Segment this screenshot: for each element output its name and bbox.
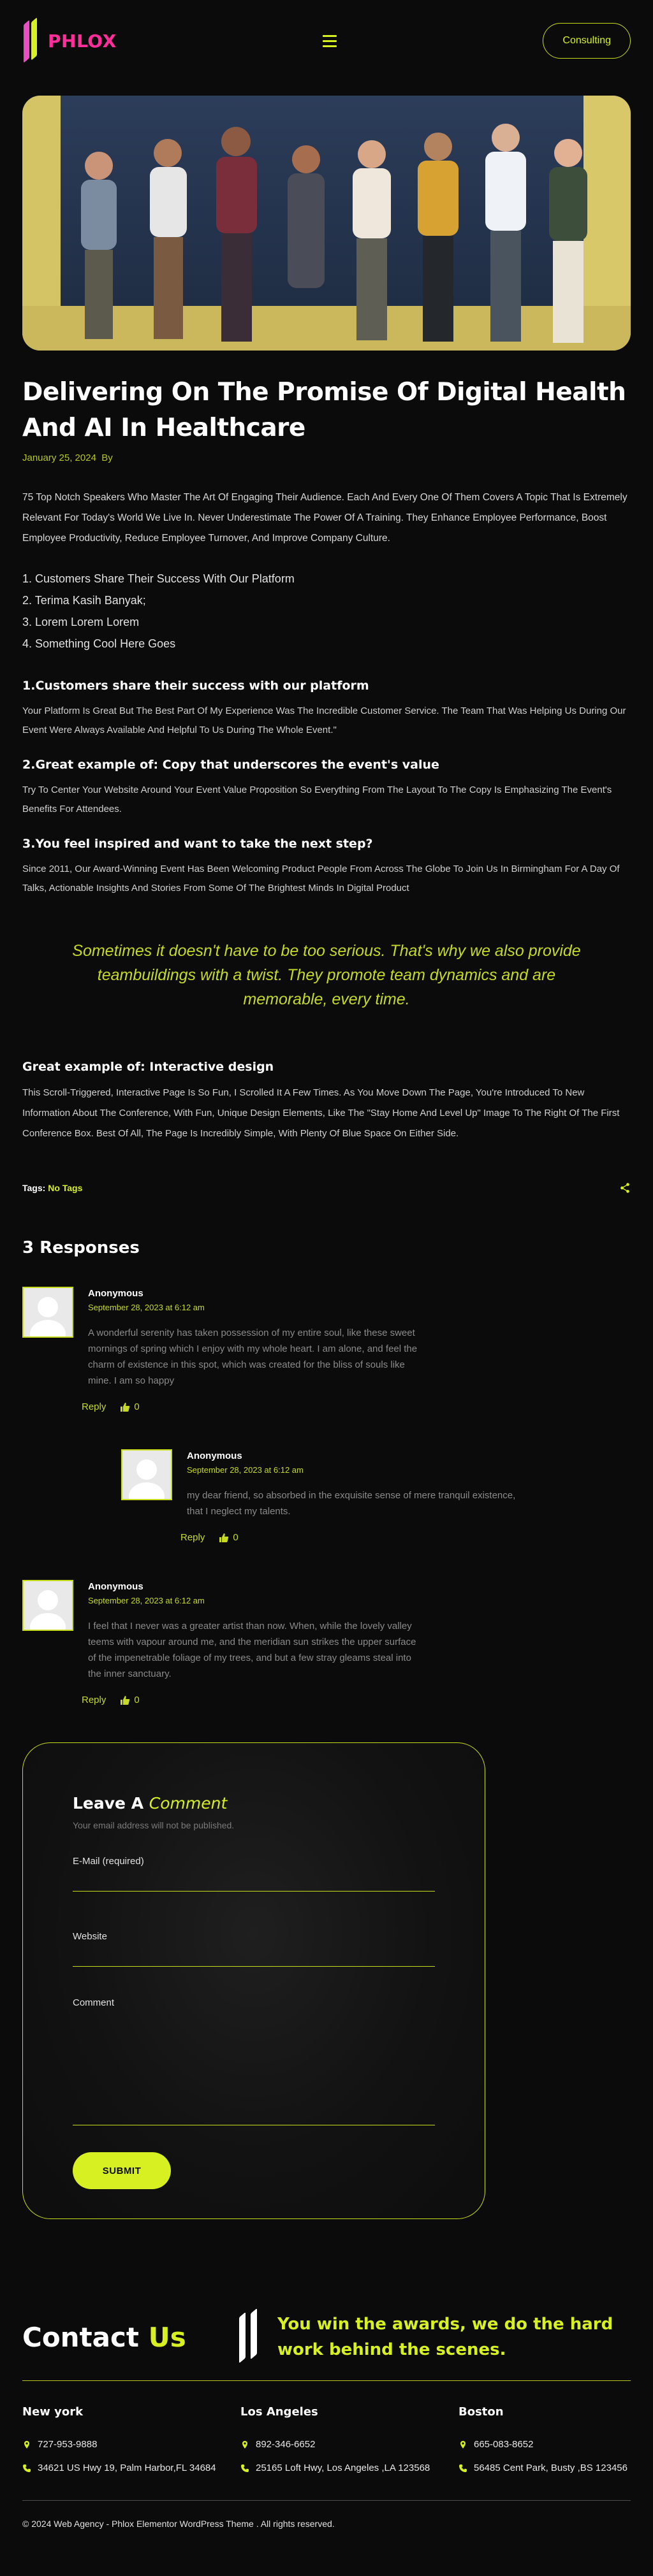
post-list [22,568,631,655]
responses-heading: 3 Responses [22,1238,140,1257]
comment-author: Anonymous [88,1581,143,1592]
city-name: Los Angeles [240,2405,318,2419]
tags-value[interactable]: No Tags [48,1183,83,1193]
user-silhouette-icon [24,1581,72,1630]
tags-row [22,1182,631,1194]
comment [22,1287,631,1412]
reply-button[interactable]: Reply [82,1401,106,1412]
submit-button[interactable]: SUBMIT [73,2152,171,2189]
post-intro: 75 Top Notch Speakers Who Master The Art Of Engaging Their Audience. Each And Every One Of Them Covers A Topic That Is Extremely Relevant For Today's World We Live In. Never Underestimate The Power Of A Training. They Enhance Employee Performance, Boost Employee Productivity, Reduce Employee Turnover, And Improve Company Culture. [22,492,627,544]
form-title-accent: Comment [149,1794,228,1813]
website-field [73,1931,435,1967]
form-subtitle: Your email address will not be published. [73,1820,235,1830]
section-heading: 1.Customers share their success with our platform [22,679,369,693]
office-boston [459,2405,631,2473]
user-silhouette-icon [122,1451,171,1499]
list-item: 4. Something Cool Here Goes [22,637,176,650]
comment-date[interactable]: September 28, 2023 at 6:12 am [88,1303,205,1312]
address-line [459,2463,631,2473]
phone-icon [22,2464,31,2473]
address-line [22,2463,240,2473]
email-field [73,1856,435,1892]
comment-actions [82,1695,420,1705]
map-pin-icon [22,2440,31,2449]
website-input[interactable] [73,1942,435,1953]
interactive-text: This Scroll-Triggered, Interactive Page Is So Fun, I Scrolled It A Few Times. As You Move Down The Page, You're Introduced To New Information About The Conference, With Fun, Unique Design Elements, Like The "Stay Home And Level Up" Image To The Right Of The First Conference Box. Best Of All, The Page Is Incredibly Simple, With Plenty Of Blue Space On Either Side. [22,1087,620,1139]
address-text: 56485 Cent Park, Busty ,BS 123456 [474,2463,627,2473]
post-author-label: By [101,452,113,463]
like-count: 0 [233,1532,238,1543]
comment-field [73,1997,435,2125]
list-item: 2. Terima Kasih Banyak; [22,594,146,607]
phone-number: 892-346-6652 [256,2439,316,2450]
tags-label: Tags: [22,1183,46,1193]
avatar [121,1449,172,1500]
team-photo-illustration [22,96,631,351]
section-text: Try To Center Your Website Around Your Event Value Proposition So Everything From The Layout To The Copy Is Emphasizing The Event's Benefits For Attendees. [22,785,612,814]
contact-title [22,2322,235,2353]
logo[interactable] [22,22,117,59]
email-label: E-Mail (required) [73,1856,144,1867]
pull-quote: Sometimes it doesn't have to be too serious. That's why we also provide teambuildings with a twist. They promote team dynamics and are memorable, every time. [72,942,581,1008]
comment-body [180,1449,518,1543]
phone-icon [240,2464,249,2473]
list-item: 3. Lorem Lorem Lorem [22,616,140,628]
form-title [73,1794,435,1813]
comment-body [82,1580,420,1705]
like-button[interactable] [120,1401,139,1412]
comment-text: my dear friend, so absorbed in the exquisite sense of mere tranquil existence, that I neglect my talents. [187,1490,516,1517]
map-pin-icon [240,2440,249,2449]
brand-mark-icon [235,2315,265,2359]
like-count: 0 [134,1695,140,1705]
section-text: Since 2011, Our Award-Winning Event Has Been Welcoming Product People From Across The Globe To Join Us In Birmingham For A Day Of Talks, Actionable Insights And Stories From Some Of The Brightest Minds In Digital Product [22,864,620,894]
address-text: 34621 US Hwy 19, Palm Harbor,FL 34684 [38,2463,216,2473]
avatar [22,1287,73,1338]
office-los-angeles [240,2405,459,2473]
hero-image [22,96,631,351]
phone-number: 727-953-9888 [38,2439,98,2450]
copyright: © 2024 Web Agency - Phlox Elementor WordPress Theme . All rights reserved. [22,2500,631,2529]
comment-textarea[interactable] [73,2013,435,2109]
comment-label: Comment [73,1997,115,2008]
comment-author: Anonymous [88,1288,143,1299]
hamburger-menu-icon[interactable] [323,35,337,47]
consulting-button[interactable]: Consulting [543,23,631,59]
tags [22,1183,82,1193]
comment-text: I feel that I never was a greater artist than now. When, while the lovely valley teems with vapour around me, and the meridian sun strikes the upper surface of the impenetrable foliage of my trees, and but a few stray gleams steal into the inner sanctuary. [88,1621,416,1679]
comment-author: Anonymous [187,1451,242,1461]
phone-line[interactable] [240,2439,459,2450]
tagline: You win the awards, we do the hard work behind the scenes. [277,2315,613,2359]
thumbs-up-icon [219,1533,229,1543]
form-title-plain: Leave A [73,1794,144,1813]
address-text: 25165 Loft Hwy, Los Angeles ,LA 123568 [256,2463,430,2473]
phone-icon [459,2464,467,2473]
avatar [22,1580,73,1631]
contact-title-plain: Contact [22,2321,139,2353]
contact-title-accent: Us [148,2321,186,2353]
comment [22,1580,631,1705]
comment-text: A wonderful serenity has taken possession of my entire soul, like these sweet mornings of spring which I enjoy with my whole heart. I am alone, and feel the charm of existence in this spot, which was created for the bliss of souls like mine. I am so happy [88,1328,418,1386]
like-button[interactable] [120,1695,139,1705]
thumbs-up-icon [120,1695,130,1705]
like-count: 0 [134,1401,140,1412]
comment-body [82,1287,420,1412]
phone-line[interactable] [22,2439,240,2450]
logo-icon [22,22,41,59]
post-date[interactable]: January 25, 2024 [22,452,96,463]
reply-button[interactable]: Reply [180,1532,205,1543]
city-name: New york [22,2405,84,2419]
city-name: Boston [459,2405,504,2419]
section-text: Your Platform Is Great But The Best Part Of My Experience Was The Incredible Customer Service. The Team That Was Helping Us During Our Event Were Always Available And Helpful To Us During The Whole Event." [22,706,626,735]
interactive-heading: Great example of: Interactive design [22,1060,274,1074]
logo-text: PHLOX [48,30,117,52]
contact-row [22,2312,631,2363]
reply-button[interactable]: Reply [82,1695,106,1705]
comment-actions [180,1532,518,1543]
phone-number: 665-083-8652 [474,2439,534,2450]
share-icon[interactable] [619,1182,631,1194]
post-title: Delivering On The Promise Of Digital Health And AI In Healthcare [22,378,626,442]
comment-date[interactable]: September 28, 2023 at 6:12 am [88,1596,205,1605]
address-line [240,2463,459,2473]
like-button[interactable] [219,1532,238,1543]
phone-line[interactable] [459,2439,631,2450]
comment-form [22,1742,485,2219]
map-pin-icon [459,2440,467,2449]
article [0,375,653,2529]
divider [22,2380,631,2381]
thumbs-up-icon [120,1402,130,1412]
office-new-york [22,2405,240,2473]
section-heading: 3.You feel inspired and want to take the next step? [22,837,373,851]
comment-reply [121,1449,631,1543]
user-silhouette-icon [24,1288,72,1336]
list-item: 1. Customers Share Their Success With Our Platform [22,572,295,585]
post-meta [22,452,631,463]
comment-date[interactable]: September 28, 2023 at 6:12 am [187,1465,304,1475]
email-input[interactable] [73,1867,435,1878]
website-label: Website [73,1931,107,1942]
site-header [0,0,653,82]
offices [22,2405,631,2473]
section-heading: 2.Great example of: Copy that underscores the event's value [22,758,439,772]
comment-actions [82,1401,420,1412]
